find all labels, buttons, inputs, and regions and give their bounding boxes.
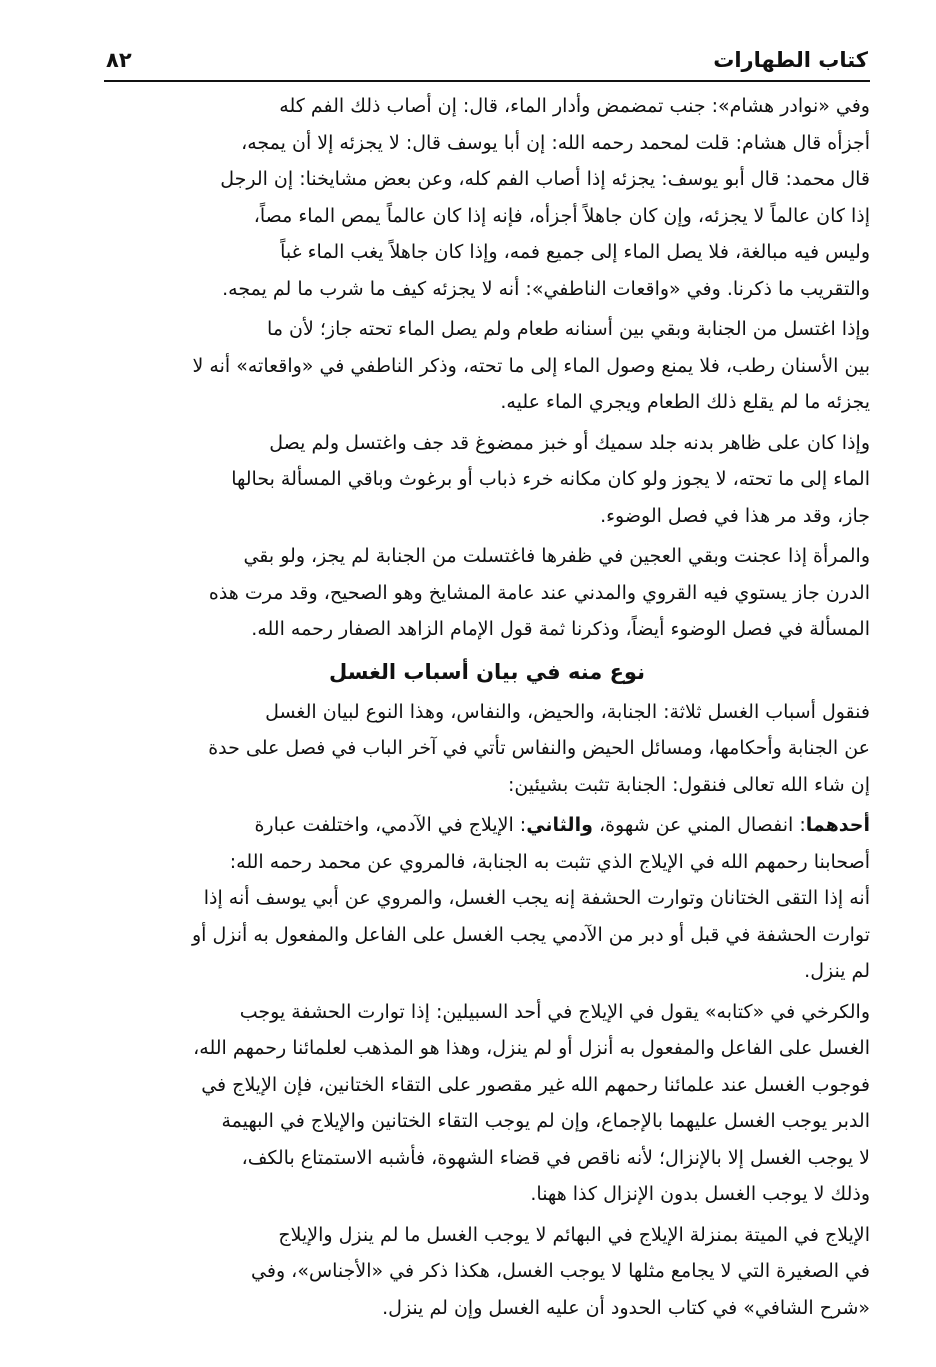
text-line: جاز، وقد مر هذا في فصل الوضوء. [600,504,870,527]
text-line: وفي «نوادر هشام»: جنب تمضمض وأدار الماء، قال: إن أصاب ذلك الفم كله [279,95,870,117]
text-line: قال محمد: قال أبو يوسف: يجزئه إذا أصاب الفم كله، وعن بعض مشايخنا: إن الرجل [220,168,870,190]
text-line: المسألة في فصل الوضوء أيضاً، وذكرنا ثمة قول الإمام الزاهد الصفار رحمه الله. [251,618,870,640]
book-page [104,40,870,1330]
text-line: يجزئه ما لم يقلع ذلك الطعام ويجري الماء عليه. [500,391,870,413]
text-line: أنه إذا التقى الختانان وتوارت الحشفة إنه يجب الغسل، والمروي عن أبي يوسف أنه إذا [203,887,870,909]
text-line: توارت الحشفة في قبل أو دبر من الآدمي يجب الغسل على الفاعل والمفعول به أنزل أو [191,923,870,946]
text-line: في الصغيرة التي لا يجامع مثلها لا يوجب الغسل، هكذا ذكر في «الأجناس»، وفي [251,1260,870,1282]
paragraph-causes-of-ghusl [104,694,870,804]
text-line: إذا كان عالماً لا يجزئه، وإن كان جاهلاً أجزأه، فإنه إذا كان عالماً يمص الماء مصاً، [253,204,870,227]
text-line: أصحابنا رحمهم الله في الإيلاج الذي تثبت به الجنابة، فالمروي عن محمد رحمه الله: [229,850,870,873]
paragraph-two-causes [104,807,870,990]
header-title: كتاب الطهارات [713,48,868,72]
paragraph-dead-and-minor [104,1217,870,1327]
text-line: وإذا كان على ظاهر بدنه جلد سميك أو خبز ممضوغ قد جف واغتسل ولم يصل [269,431,870,454]
second-text: : الإيلاج في الآدمي، واختلفت عبارة [254,814,527,836]
text-line: والتقريب ما ذكرنا. وفي «واقعات الناطفي»: أنه لا يجزئه كيف ما شرب ما لم يمجه. [222,277,870,300]
running-header [104,40,870,82]
text-line: والكرخي في «كتابه» يقول في الإيلاج في أحد السبيلين: إذا توارت الحشفة يوجب [239,1000,870,1023]
text-line: الإيلاج في الميتة بمنزلة الإيلاج في البهائم لا يوجب الغسل ما لم ينزل والإيلاج [278,1223,870,1246]
text-line: الدرن جاز يستوي فيه القروي والمدني عند عامة المشايخ وهو الصحيح، وقد مرت هذه [208,581,870,604]
text-line [104,807,870,844]
text-line: بين الأسنان رطب، فلا يمنع وصول الماء إلى ما تحته، وذكر الناطفي في «واقعاته» أنه لا [192,354,870,377]
text-line: فنقول أسباب الغسل ثلاثة: الجنابة، والحيض، والنفاس، وهذا النوع لبيان الغسل [265,700,870,723]
text-line: وإذا اغتسل من الجنابة وبقي بين أسنانه طعام ولم يصل الماء تحته جاز؛ لأن ما [267,318,870,340]
paragraph-dough-under-nail [104,538,870,648]
text-line: عن الجنابة وأحكامها، ومسائل الحيض والنفاس تأتي في آخر الباب في فصل على حدة [208,737,870,759]
text-line: الماء إلى ما تحته، لا يجوز ولو كان مكانه خرء ذباب أو برغوث وباقي المسألة بحالها [231,468,870,490]
paragraph-karkhi [104,994,870,1213]
text-line: فوجوب الغسل عند علمائنا رحمهم الله غير مقصور على التقاء الختانين، فإن الإيلاج في [201,1073,870,1096]
paragraph-nawadir-hisham [104,88,870,307]
second-label: والثاني [526,814,593,836]
text-line: الغسل على الفاعل والمفعول به أنزل أو لم ينزل، وهذا هو المذهب لعلمائنا رحمهم الله، [193,1037,870,1059]
page-content [104,82,870,1326]
paragraph-food-between-teeth [104,311,870,421]
text-line: الدبر يوجب الغسل عليهما بالإجماع، وإن لم يوجب التقاء الختانين والإيلاج في البهيمة [221,1110,870,1132]
first-text: : انفصال المني عن شهوة، [592,814,806,836]
first-label: أحدهما [805,814,870,836]
text-line: والمرأة إذا عجنت وبقي العجين في ظفرها فاغتسلت من الجنابة لم يجز، ولو بقي [243,545,870,567]
text-line: وليس فيه مبالغة، فلا يصل الماء إلى جميع فمه، وإذا كان جاهلاً يغب الماء غباً [280,241,870,263]
page-number: ٨٢ [106,48,132,72]
text-line: أجزأه قال هشام: قلت لمحمد رحمه الله: إن أبا يوسف قال: لا يجزئه إلا أن يمجه، [241,131,870,154]
text-line: لم ينزل. [804,960,870,982]
text-line: إن شاء الله تعالى فنقول: الجنابة تثبت بشيئين: [507,773,870,796]
section-heading: نوع منه في بيان أسباب الغسل [329,659,645,684]
paragraph-skin-covering [104,425,870,535]
text-line: «شرح الشافي» في كتاب الحدود أن عليه الغسل وإن لم ينزل. [382,1296,870,1319]
text-line: وذلك لا يوجب الغسل بدون الإنزال كذا ههنا. [530,1183,870,1205]
text-line: لا يوجب الغسل إلا بالإنزال؛ لأنه ناقص في قضاء الشهوة، فأشبه الاستمتاع بالكف، [241,1146,870,1169]
